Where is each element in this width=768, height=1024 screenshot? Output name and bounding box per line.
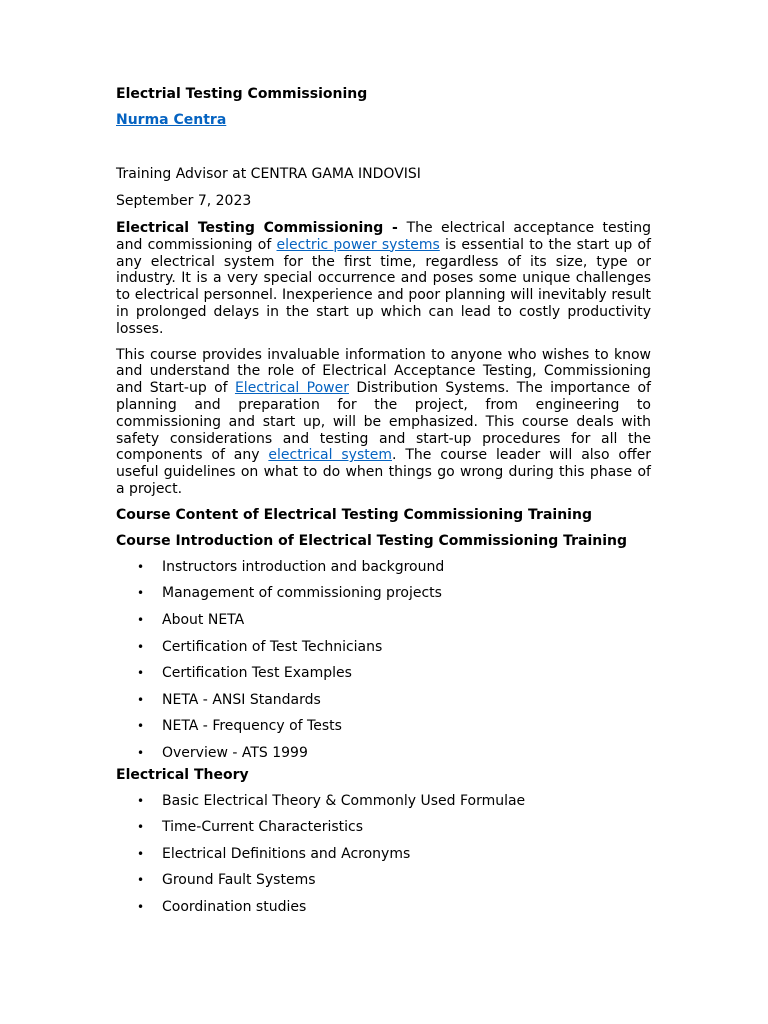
bullet-icon: • [137,586,145,601]
list-item-text: Basic Electrical Theory & Commonly Used Formulae [162,792,526,809]
intro-text-2: is essential to the start up of any electrical system for the first time, regardless of its size, type or industry. It is a very special occurrence and poses some unique challenges to electrical personnel. Inexperience and poor planning will inevitably result in prolonged delays in the start up which can lead to costly productivity losses. [116,236,651,337]
list-item-text: About NETA [162,611,245,628]
heading-course-introduction: Course Introduction of Electrical Testing Commissioning Training [116,532,628,549]
list-item-text: Electrical Definitions and Acronyms [162,845,411,862]
electric-power-systems-link[interactable]: electric power systems [276,236,440,253]
electrical-power-link[interactable]: Electrical Power [234,380,349,397]
list-item [116,660,651,687]
course-description-paragraph [116,347,651,498]
theory-list [116,788,651,921]
author-role: Training Advisor at CENTRA GAMA INDOVISI [116,166,421,182]
bullet-icon: • [137,745,145,760]
bullet-icon: • [137,692,145,707]
list-item-text: Ground Fault Systems [162,872,316,889]
theory-list-wrap [116,788,651,921]
list-item-text: NETA - Frequency of Tests [162,718,342,735]
list-item-text: Coordination studies [162,898,307,915]
document-page [116,86,651,920]
intro-text-1: The electrical acceptance testing and commissioning of [116,220,651,253]
bullet-icon: • [137,559,145,574]
list-item-text: Time-Current Characteristics [162,819,364,836]
author-link[interactable]: Nurma Centra [116,112,227,128]
list-item [116,788,651,815]
list-item-text: Overview - ATS 1999 [162,744,308,761]
description-text-3: . The course leader will also offer useful guidelines on what to do when things go wrong during this phase of a project. [116,447,651,497]
bullet-icon: • [137,899,145,914]
description-text-1: This course provides invaluable information to anyone who wishes to know and understand the role of Electrical Acceptance Testing, Commissioning and Start-up of [116,346,651,397]
description-text-2: Distribution Systems. The importance of planning and preparation for the project, from engineering to commissioning and start up, will be emphasized. This course deals with safety considerations and testing and start-up procedures for all the components of any [116,380,651,464]
list-item [116,554,651,581]
bullet-icon: • [137,873,145,888]
list-item [116,814,651,841]
introduction-list-wrap [116,554,651,767]
list-item-text: Instructors introduction and background [162,558,445,575]
bullet-icon: • [137,612,145,627]
list-item [116,740,651,767]
author-line [116,112,651,130]
list-item [116,894,651,921]
list-item [116,867,651,894]
introduction-list [116,554,651,767]
bullet-icon: • [137,820,145,835]
heading-electrical-theory: Electrical Theory [116,766,249,783]
bullet-icon: • [137,639,145,654]
intro-lead: Electrical Testing Commissioning - [116,220,407,236]
document-title: Electrial Testing Commissioning [116,86,368,102]
list-item-text: Certification Test Examples [162,665,352,682]
bullet-icon: • [137,666,145,681]
list-item [116,607,651,634]
list-item-text: Certification of Test Technicians [162,638,383,655]
list-item [116,841,651,868]
bullet-icon: • [137,793,145,808]
list-item [116,687,651,714]
list-item-text: NETA - ANSI Standards [162,691,321,708]
publish-date: September 7, 2023 [116,193,252,209]
intro-paragraph [116,220,651,338]
electrical-system-link[interactable]: electrical system [268,447,393,464]
heading-course-content: Course Content of Electrical Testing Commissioning Training [116,506,592,523]
list-item [116,634,651,661]
bullet-icon: • [137,719,145,734]
list-item [116,580,651,607]
list-item-text: Management of commissioning projects [162,585,442,602]
bullet-icon: • [137,846,145,861]
list-item [116,713,651,740]
